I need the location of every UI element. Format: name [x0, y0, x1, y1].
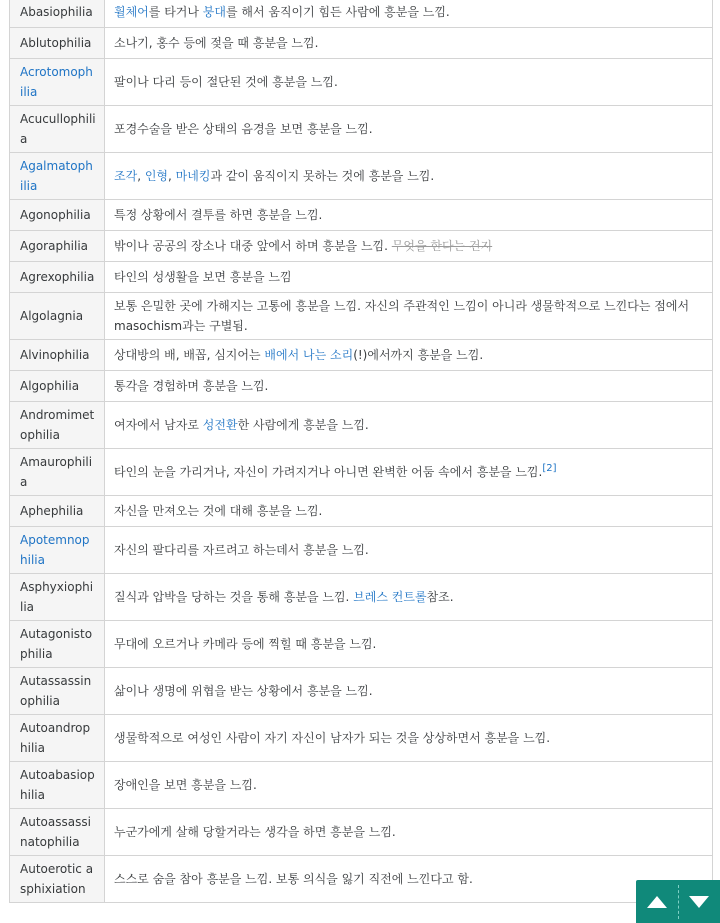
table-row — [10, 59, 713, 106]
description-text: 특정 상황에서 결투를 하면 흥분을 느낌. — [114, 208, 323, 222]
description-cell — [105, 809, 713, 856]
description-text: (!)에서까지 흥분을 느낌. — [353, 348, 484, 362]
table-row — [10, 153, 713, 200]
table-row — [10, 621, 713, 668]
description-text: 상대방의 배, 배꼽, 심지어는 — [114, 348, 265, 362]
description-cell — [105, 262, 713, 293]
table-row — [10, 0, 713, 28]
description-cell — [105, 621, 713, 668]
inline-link[interactable]: 성전환 — [202, 418, 238, 432]
term-cell: Agoraphilia — [10, 231, 105, 262]
description-text: 자신을 만져오는 것에 대해 흥분을 느낌. — [114, 504, 323, 518]
description-text: 보통 은밀한 곳에 가해지는 고통에 흥분을 느낌. 자신의 주관적인 느낌이 아니라 생물학적으로 느낀다는 점에서 masochism과는 구별됨. — [114, 299, 690, 333]
term-cell: Autagonistophilia — [10, 621, 105, 668]
description-cell — [105, 668, 713, 715]
triangle-down-icon — [689, 896, 709, 908]
table-row — [10, 856, 713, 903]
term-cell: Algolagnia — [10, 293, 105, 340]
description-text: 삶이나 생명에 위협을 받는 상황에서 흥분을 느낌. — [114, 684, 373, 698]
table-row — [10, 574, 713, 621]
description-text: 를 타거나 — [148, 5, 203, 19]
inline-link[interactable]: 마네킹 — [175, 169, 211, 183]
table-row — [10, 28, 713, 59]
table-row — [10, 293, 713, 340]
term-cell[interactable]: Apotemnophilia — [10, 527, 105, 574]
inline-link[interactable]: 인형 — [144, 169, 169, 183]
term-cell: Acucullophilia — [10, 106, 105, 153]
description-text: 질식과 압박을 당하는 것을 통해 흥분을 느낌. — [114, 590, 354, 604]
term-cell[interactable]: Agalmatophilia — [10, 153, 105, 200]
description-cell — [105, 496, 713, 527]
term-cell: Agonophilia — [10, 200, 105, 231]
table-row — [10, 496, 713, 527]
description-text: , — [137, 169, 145, 183]
table-row — [10, 762, 713, 809]
term-cell: Autoerotic asphixiation — [10, 856, 105, 903]
term-cell: Aphephilia — [10, 496, 105, 527]
term-cell: Asphyxiophilia — [10, 574, 105, 621]
inline-link[interactable]: 휠체어 — [114, 5, 149, 19]
description-text: , — [168, 169, 176, 183]
description-cell — [105, 0, 713, 28]
description-text: 타인의 눈을 가리거나, 자신이 가려지거나 아니면 완벽한 어둠 속에서 흥분을 느낌. — [114, 465, 543, 479]
table-row — [10, 402, 713, 449]
description-cell — [105, 856, 713, 903]
term-cell: Agrexophilia — [10, 262, 105, 293]
table-row — [10, 449, 713, 496]
term-cell: Autoassassinatophilia — [10, 809, 105, 856]
term-cell: Ablutophilia — [10, 28, 105, 59]
description-text: 생물학적으로 여성인 사람이 자기 자신이 남자가 되는 것을 상상하면서 흥분을 느낌. — [114, 731, 551, 745]
description-cell — [105, 715, 713, 762]
description-text: 소나기, 홍수 등에 젖을 때 흥분을 느낌. — [114, 36, 319, 50]
table-row — [10, 200, 713, 231]
strikethrough-text: 무엇을 한다는 건지 — [391, 239, 493, 253]
description-text: 참조. — [426, 590, 454, 604]
description-text: 자신의 팔다리를 자르려고 하는데서 흥분을 느낌. — [114, 543, 369, 557]
table-row — [10, 231, 713, 262]
description-text: 누군가에게 살해 당할거라는 생각을 하면 흥분을 느낌. — [114, 825, 396, 839]
description-cell — [105, 340, 713, 371]
description-cell — [105, 527, 713, 574]
inline-link[interactable]: 브레스 컨트롤 — [353, 590, 427, 604]
description-cell — [105, 371, 713, 402]
description-cell — [105, 231, 713, 262]
term-cell: Autoabasiophilia — [10, 762, 105, 809]
description-text: 과 같이 움직이지 못하는 것에 흥분을 느낌. — [210, 169, 435, 183]
content-area — [9, 0, 713, 903]
term-cell: Autassassinophilia — [10, 668, 105, 715]
description-text: 를 해서 움직이기 힘든 사람에 흥분을 느낌. — [225, 5, 450, 19]
description-text: 한 사람에게 흥분을 느낌. — [237, 418, 369, 432]
term-cell[interactable]: Acrotomophilia — [10, 59, 105, 106]
description-text: 여자에서 남자로 — [114, 418, 203, 432]
description-text: 통각을 경험하며 흥분을 느낌. — [114, 379, 269, 393]
paraphilia-table — [9, 0, 713, 903]
description-text: 장애인을 보면 흥분을 느낌. — [114, 778, 257, 792]
inline-link[interactable]: 조각 — [114, 169, 138, 183]
description-cell — [105, 574, 713, 621]
inline-link[interactable]: 배에서 나는 소리 — [264, 348, 354, 362]
table-row — [10, 809, 713, 856]
table-row — [10, 106, 713, 153]
table-row — [10, 340, 713, 371]
scroll-down-button[interactable] — [679, 880, 720, 923]
term-cell: Andromimetophilia — [10, 402, 105, 449]
description-text: 타인의 성생활을 보면 흥분을 느낌 — [114, 270, 292, 284]
table-row — [10, 262, 713, 293]
scroll-buttons — [636, 880, 720, 923]
term-cell: Abasiophilia — [10, 0, 105, 28]
term-cell: Alvinophilia — [10, 340, 105, 371]
description-cell — [105, 449, 713, 496]
term-cell: Autoandrophilia — [10, 715, 105, 762]
table-row — [10, 527, 713, 574]
description-cell — [105, 153, 713, 200]
term-cell: Algophilia — [10, 371, 105, 402]
triangle-up-icon — [647, 896, 667, 908]
table-row — [10, 715, 713, 762]
scroll-up-button[interactable] — [636, 880, 678, 923]
description-cell — [105, 59, 713, 106]
table-row — [10, 668, 713, 715]
inline-link[interactable]: 붕대 — [202, 5, 226, 19]
description-cell — [105, 200, 713, 231]
table-body — [10, 0, 713, 903]
table-row — [10, 371, 713, 402]
description-text: 포경수술을 받은 상태의 음경을 보면 흥분을 느낌. — [114, 122, 373, 136]
description-text: 스스로 숨을 참아 흥분을 느낌. 보통 의식을 잃기 직전에 느낀다고 함. — [114, 872, 473, 886]
description-cell — [105, 293, 713, 340]
description-cell — [105, 402, 713, 449]
footnote-ref[interactable]: [2] — [542, 463, 557, 474]
description-text: 무대에 오르거나 카메라 등에 찍힐 때 흥분을 느낌. — [114, 637, 377, 651]
description-cell — [105, 762, 713, 809]
description-text: 밖이나 공공의 장소나 대중 앞에서 하며 흥분을 느낌. — [114, 239, 392, 253]
description-cell — [105, 106, 713, 153]
term-cell: Amaurophilia — [10, 449, 105, 496]
description-text: 팔이나 다리 등이 절단된 것에 흥분을 느낌. — [114, 75, 338, 89]
description-cell — [105, 28, 713, 59]
